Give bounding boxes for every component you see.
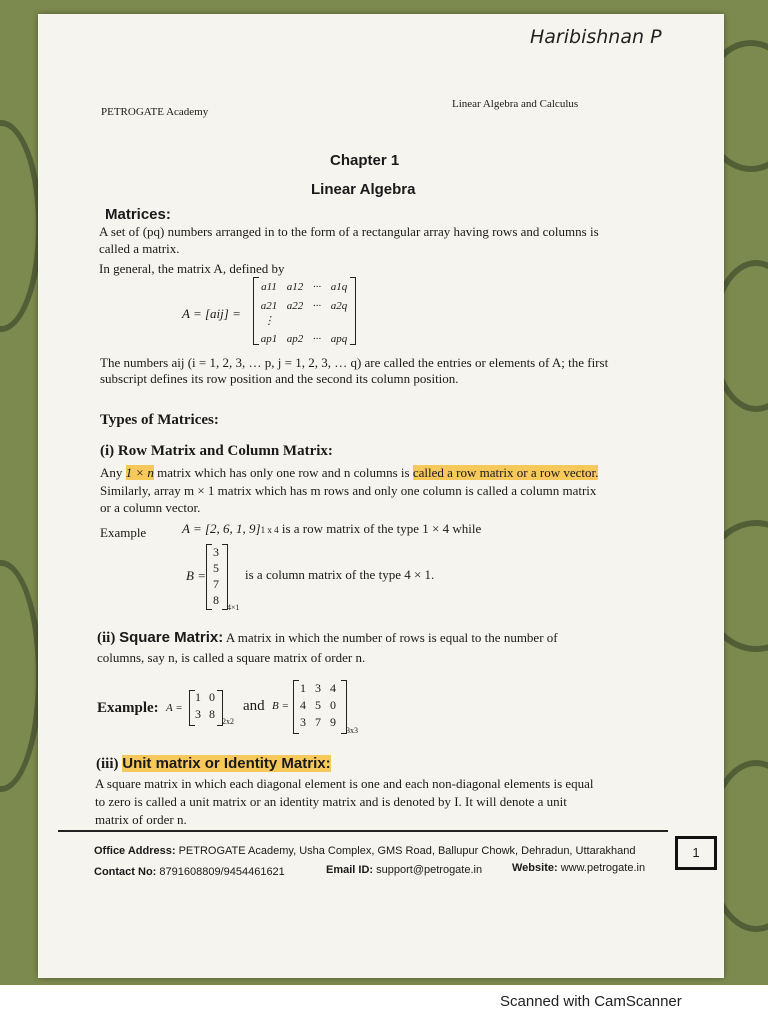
matrix-cell: a22 [286, 300, 304, 312]
column-matrix-text: is a column matrix of the type 4 × 1. [245, 567, 435, 582]
matrix-cell: 7 [213, 577, 219, 591]
matrix-cell: 8 [209, 707, 215, 721]
matrix-cell: a11 [261, 281, 277, 293]
column-matrix-label: B = [186, 568, 206, 583]
matrix-cell: a21 [260, 300, 278, 312]
header-left: PETROGATE Academy [101, 106, 209, 118]
row-col-line1: Any 1 × n matrix which has only one row and n columns is called a row matrix or a row vector. [100, 465, 599, 480]
page-number: 1 [675, 836, 717, 870]
matrix-cell: ··· [312, 333, 322, 345]
unit-line1: A square matrix in which each diagonal element is one and each non-diagonal elements is equal [95, 776, 594, 791]
matrices-p3-line2: subscript defines its row position and the second its column position. [100, 371, 459, 386]
matrix-cell: apq [330, 333, 348, 345]
matrix-cell: 3 [195, 707, 201, 721]
example-label: Example [100, 525, 147, 540]
matrix-cell: a2q [330, 300, 348, 312]
camscanner-watermark: Scanned with CamScanner [500, 993, 682, 1010]
square-b-order: 3x3 [346, 726, 358, 735]
matrices-p2: In general, the matrix A, defined by [99, 261, 285, 276]
square-a-order: 2x2 [222, 717, 234, 726]
chapter-title: Linear Algebra [311, 181, 416, 198]
matrices-p1-line2: called a matrix. [99, 241, 180, 256]
matrix-cell: a1q [330, 281, 348, 293]
matrix-cell: ··· [312, 281, 322, 293]
square-b-label: B = [272, 700, 289, 712]
matrix-cell: 3 [300, 715, 306, 729]
matrices-p1-line1: A set of (pq) numbers arranged in to the form of a rectangular array having rows and columns is [99, 224, 599, 239]
unit-line3: matrix of order n. [95, 812, 187, 827]
matrix-cell: ap2 [286, 333, 304, 345]
matrix-cell: 3 [213, 545, 219, 559]
example-row-matrix: A = [2, 6, 1, 9]1 x 4 is a row matrix of the type 1 × 4 while [182, 521, 482, 536]
unit-heading: Unit matrix or Identity Matrix: [122, 755, 331, 772]
footer-website: Website: www.petrogate.in [512, 862, 646, 874]
matrices-heading: Matrices: [105, 206, 171, 223]
matrix-cell: 5 [315, 698, 321, 712]
matrix-cell: 9 [330, 715, 336, 729]
header-right: Linear Algebra and Calculus [452, 98, 579, 110]
matrix-cell: 4 [330, 681, 336, 695]
unit-line2: to zero is called a unit matrix or an identity matrix and is denoted by I. It will denote a unit [95, 794, 567, 809]
square-heading: Square Matrix: [119, 629, 224, 646]
square-a-label: A = [166, 702, 183, 714]
matrix-cell: 7 [315, 715, 321, 729]
row-col-heading: (i) Row Matrix and Column Matrix: [100, 443, 333, 459]
footer-office: Office Address: PETROGATE Academy, Usha Complex, GMS Road, Ballupur Chowk, Dehradun, Uttarakhand [94, 845, 636, 857]
footer-email: Email ID: support@petrogate.in [326, 864, 483, 876]
matrix-cell: ap1 [260, 333, 278, 345]
general-matrix-lhs: A = [aij] = [182, 306, 241, 321]
matrix-cell: a12 [286, 281, 304, 293]
row-col-line2: Similarly, array m × 1 matrix which has m rows and only one column is called a column matrix [100, 483, 597, 498]
highlight: called a row matrix or a row vector. [412, 465, 599, 480]
matrix-cell: 0 [330, 698, 336, 712]
matrix-cell: 0 [209, 690, 215, 704]
and-text: and [243, 698, 265, 714]
square-example-label: Example: [97, 700, 159, 716]
types-heading: Types of Matrices: [100, 412, 219, 428]
matrix-cell: ⋮ [263, 315, 275, 327]
square-line2: columns, say n, is called a square matrix of order n. [97, 650, 366, 665]
row-col-line3: or a column vector. [100, 500, 201, 515]
matrix-cell: ··· [312, 300, 322, 312]
chapter-number: Chapter 1 [330, 152, 400, 169]
signature: Haribishnan P [530, 26, 662, 48]
highlight: 1 × n [125, 465, 154, 480]
matrix-cell: 1 [300, 681, 306, 695]
square-line1: (ii) Square Matrix: A matrix in which the number of rows is equal to the number of [97, 629, 558, 646]
matrix-cell: 1 [195, 690, 201, 704]
matrix-cell: 8 [213, 593, 219, 607]
unit-heading-line: (iii) Unit matrix or Identity Matrix: [96, 755, 331, 772]
matrix-cell: 3 [315, 681, 321, 695]
column-matrix-order: 4×1 [227, 603, 240, 612]
footer-divider [58, 830, 668, 832]
matrix-cell: 5 [213, 561, 219, 575]
footer-contact: Contact No: 8791608809/9454461621 [94, 866, 285, 878]
matrix-cell: 4 [300, 698, 306, 712]
matrices-p3-line1: The numbers aij (i = 1, 2, 3, … p, j = 1, 2, 3, … q) are called the entries or elements of A; the first [100, 355, 609, 370]
